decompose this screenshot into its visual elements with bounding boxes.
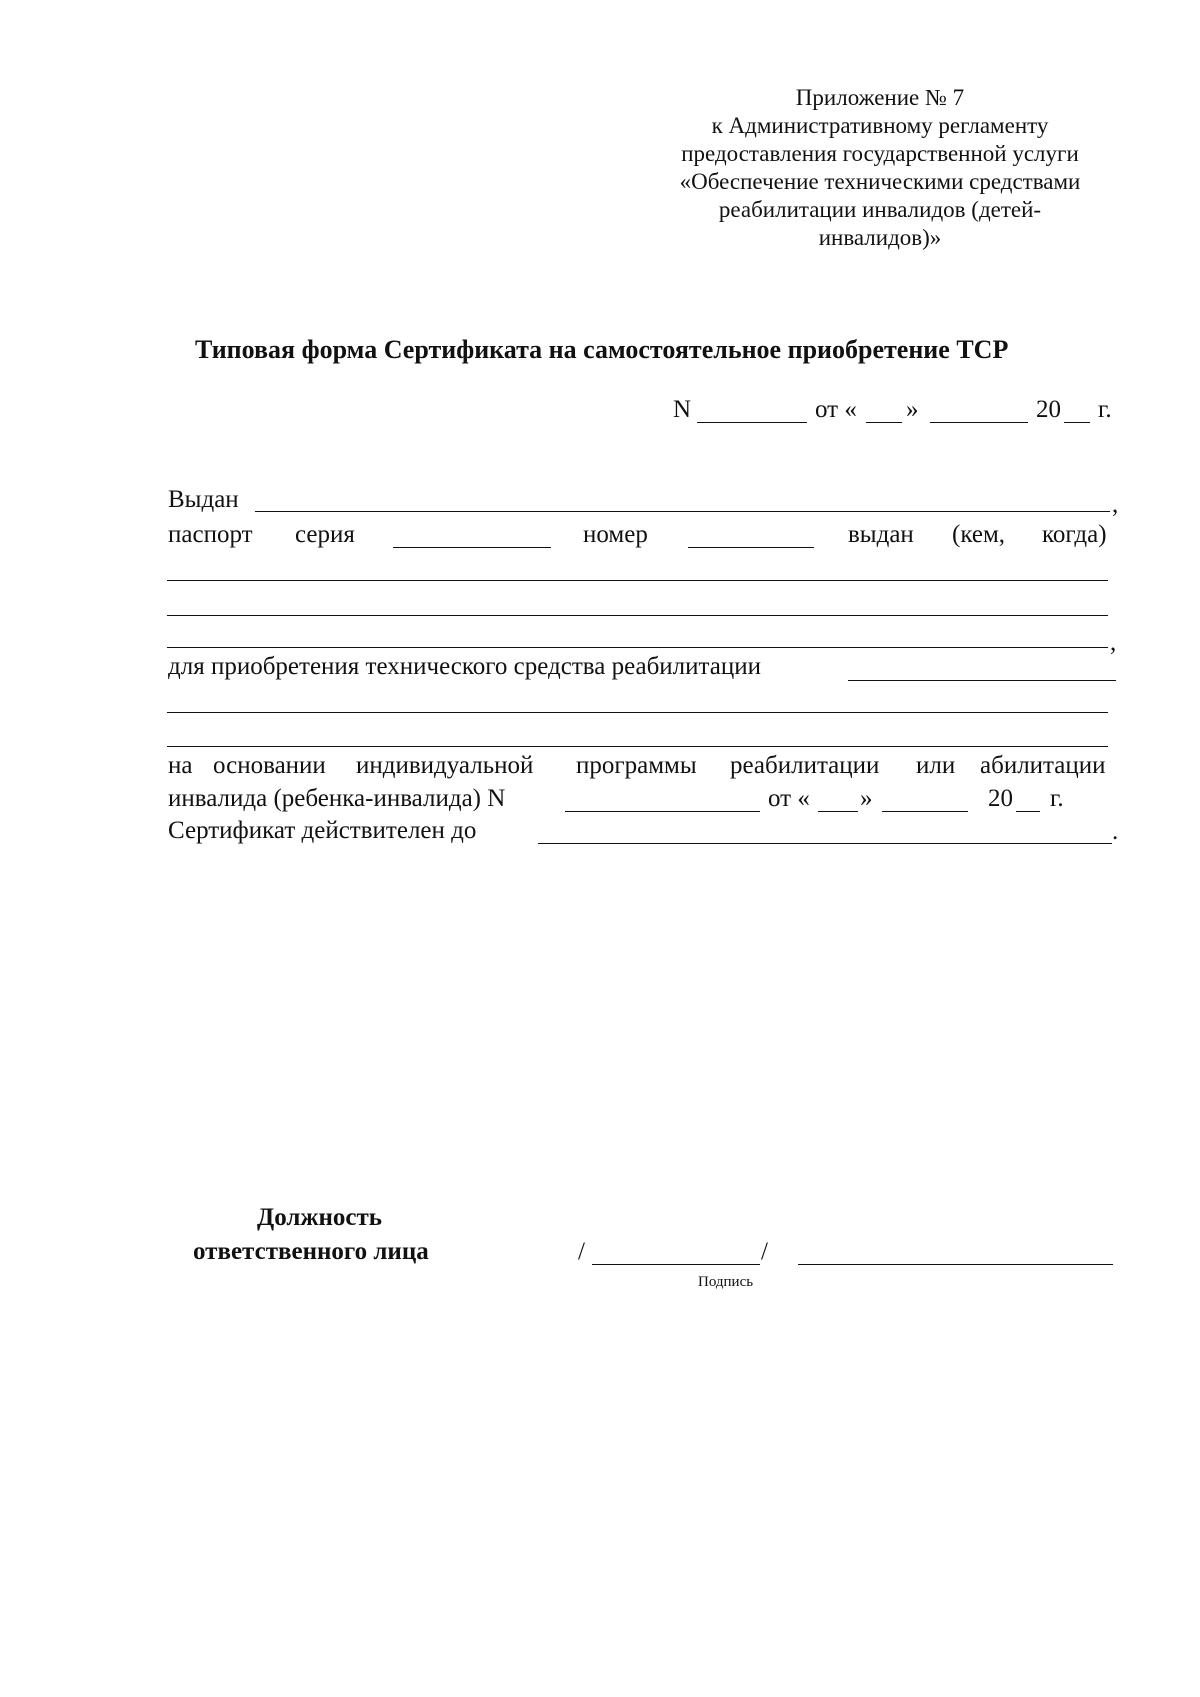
ipra-date-quote: » [860,785,873,812]
ipra-year-field[interactable] [1016,811,1040,812]
signature-caption: Подпись [698,1274,754,1290]
position-label-line2: ответственного лица [193,1238,429,1265]
cert-month-field[interactable] [930,422,1028,423]
name-field[interactable] [798,1264,1113,1265]
appendix-line: реабилитации инвалидов (детей- [718,197,1042,222]
position-label-line1: Должность [257,1204,383,1231]
cert-date-quote: » [906,396,919,423]
appendix-line: «Обеспечение техническими средствами [679,169,1081,194]
ipra-year-prefix: 20 [988,785,1013,812]
appendix-header [660,84,1100,252]
ipra-number-field[interactable] [565,811,760,812]
ipra-date-ot: от « [768,785,810,812]
passport-series-label: серия [295,521,355,548]
appendix-line: к Административному регламенту [711,113,1049,138]
ipra-day-field[interactable] [818,811,858,812]
cert-day-field[interactable] [866,422,902,423]
appendix-line: инвалидов)» [818,225,942,250]
issuer-comma: , [1110,629,1117,656]
ipra-word: индивидуальной [356,752,534,779]
passport-label: паспорт [168,521,253,548]
passport-issued-label: выдан [848,521,914,548]
valid-until-period: . [1112,818,1119,845]
valid-until-label: Сертификат действителен до [168,817,477,844]
ipra-word: программы [576,752,697,779]
ipra-word: или [916,752,956,779]
passport-number-label: номер [583,521,648,548]
signature-field[interactable] [592,1264,760,1265]
issued-label: Выдан [168,486,239,513]
passport-issuer-line-1[interactable] [167,580,1108,581]
cert-number-label: N [673,396,692,423]
cert-year-prefix: 20 [1036,396,1061,423]
signature-slash-open: / [578,1238,585,1265]
passport-issuer-line-2[interactable] [167,615,1108,616]
appendix-line: предоставления государственной услуги [681,141,1079,166]
passport-number-field[interactable] [688,547,814,548]
passport-by-whom-label: (кем, [952,521,1006,548]
passport-when-label: когда) [1042,521,1107,548]
ipra-number-label: инвалида (ребенка-инвалида) N [168,785,506,812]
tsr-line-3[interactable] [167,746,1108,747]
tsr-label: для приобретения технического средства реабилитации [168,653,761,680]
ipra-year-suffix: г. [1050,785,1064,812]
document-title: Типовая форма Сертификата на самостоятельное приобретение ТСР [195,335,1009,364]
ipra-word: основании [213,752,326,779]
cert-number-field[interactable] [697,422,807,423]
cert-date-ot: от « [815,396,857,423]
issued-to-field[interactable] [255,511,1110,512]
ipra-word: на [168,752,193,779]
passport-issuer-line-3[interactable] [167,647,1108,648]
tsr-line-2[interactable] [167,712,1108,713]
tsr-field[interactable] [848,680,1116,681]
ipra-month-field[interactable] [882,811,968,812]
passport-series-field[interactable] [393,547,551,548]
valid-until-field[interactable] [538,843,1112,844]
issued-comma: , [1112,491,1119,518]
ipra-word: абилитации [980,752,1106,779]
signature-slash-close: / [761,1238,768,1265]
cert-year-field[interactable] [1064,422,1090,423]
appendix-line: Приложение № 7 [795,85,965,110]
cert-year-suffix: г. [1098,396,1112,423]
ipra-word: реабилитации [730,752,880,779]
